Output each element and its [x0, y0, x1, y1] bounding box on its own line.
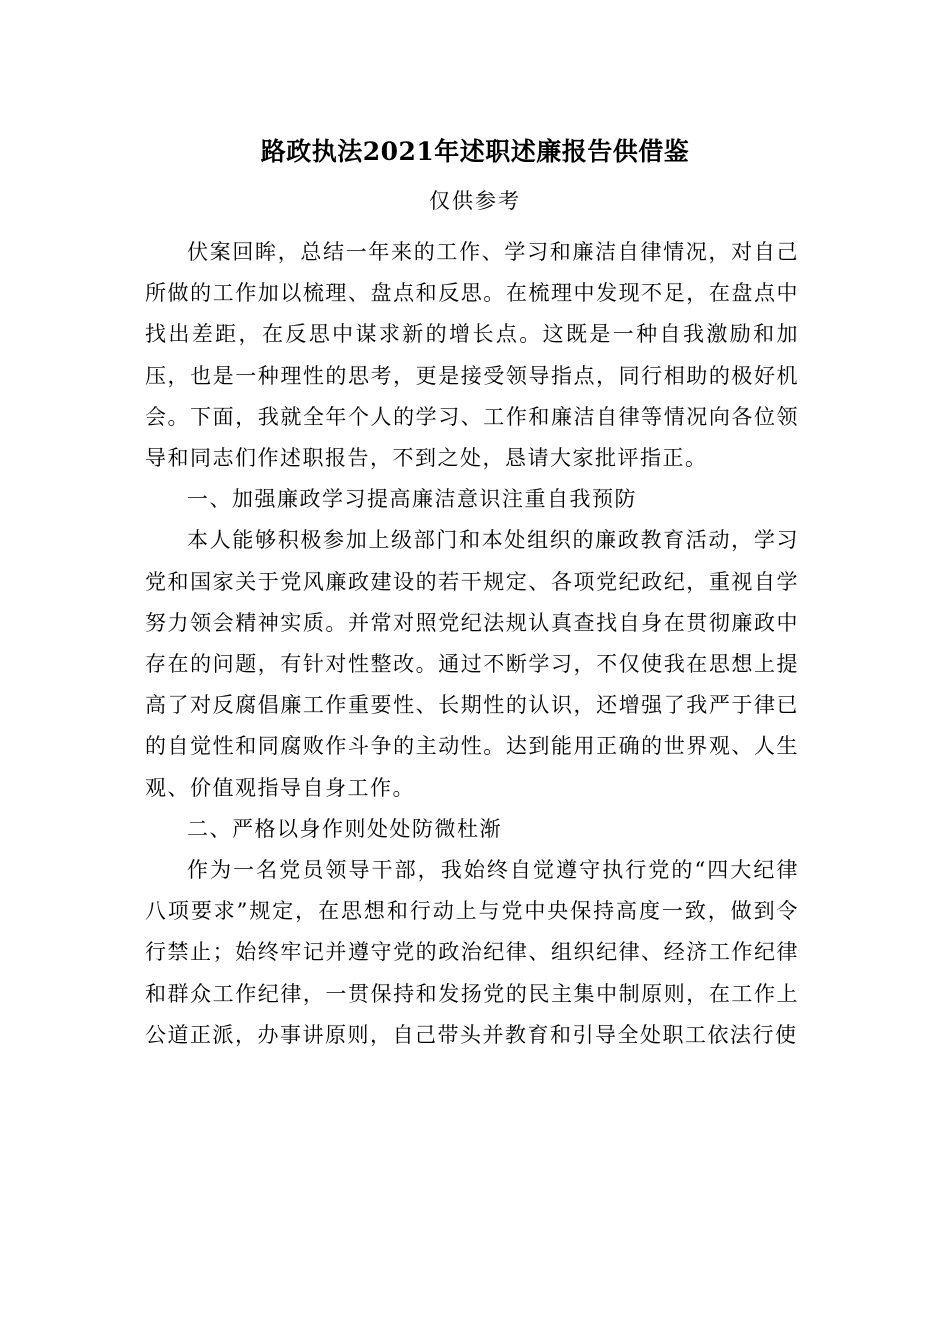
document-subtitle: 仅供参考: [429, 189, 521, 213]
section-heading-1: 一、加强廉政学习提高廉洁意识注重自我预防: [187, 487, 637, 512]
paragraph-section-1: 本人能够积极参加上级部门和本处组织的廉政教育活动，学习党和国家关于党风廉政建设的若干规定、各项党纪政纪，重视自学努力领会精神实质。并常对照党纪法规认真查找自身在贯彻廉政中存在的问题，有针对性整改。通过不断学习，不仅使我在思想上提高了对反腐倡廉工作重要性、长期性的认识，还增强了我严于律已的自觉性和同腐败作斗争的主动性。达到能用正确的世界观、人生观、价值观指导自身工作。: [145, 528, 799, 800]
section-heading-2: 二、严格以身作则处处防微杜渐: [187, 816, 502, 841]
paragraph-intro: 伏案回眸，总结一年来的工作、学习和廉洁自律情况，对自己所做的工作加以梳理、盘点和反思。在梳理中发现不足，在盘点中找出差距，在反思中谋求新的增长点。这既是一种自我激励和加压，也是一种理性的思考，更是接受领导指点，同行相助的极好机会。下面，我就全年个人的学习、工作和廉洁自律等情况向各位领导和同志们作述职报告，不到之处，恳请大家批评指正。: [145, 240, 799, 471]
paragraph-section-2: 作为一名党员领导干部，我始终自觉遵守执行党的“四大纪律八项要求”规定，在思想和行动上与党中央保持高度一致，做到令行禁止；始终牢记并遵守党的政治纪律、组织纪律、经济工作纪律和群众工作纪律，一贯保持和发扬党的民主集中制原则，在工作上公道正派，办事讲原则，自己带头并教育和引导全处职工依法行使: [145, 858, 799, 1047]
document-body: [145, 232, 799, 1056]
document-title: 路政执法2021年述职述廉报告供借鉴: [260, 137, 690, 166]
